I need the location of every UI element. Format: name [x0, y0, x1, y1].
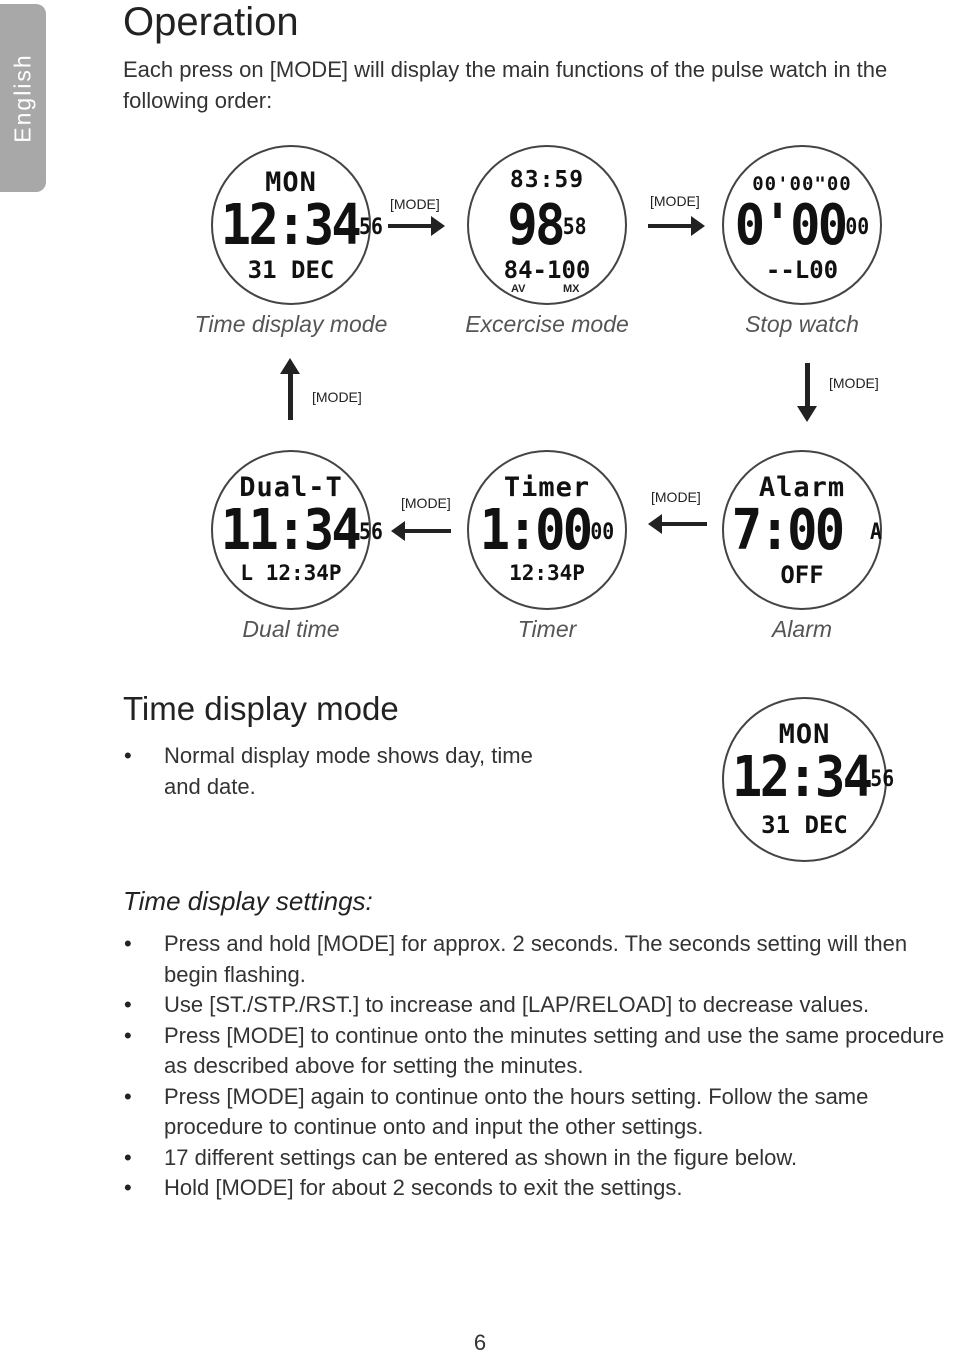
time-display-list [123, 741, 543, 802]
mode-tag-4: [MODE] [651, 489, 701, 505]
watch-stopwatch [722, 145, 882, 305]
mode-tag-1: [MODE] [390, 196, 440, 212]
arrow-left-icon [660, 522, 707, 526]
watch-dual-time [211, 450, 383, 610]
watch-heart-rate: 9858 [507, 193, 587, 258]
mode-tag-3: [MODE] [401, 495, 451, 511]
watch-timer-label: Timer [503, 472, 591, 503]
watch-time-display [211, 145, 383, 305]
watch-dual-local: L 12:34P [240, 561, 342, 585]
label-timer: Timer [517, 616, 577, 642]
list-item: • Hold [MODE] for about 2 seconds to exit the settings. [123, 1173, 960, 1204]
label-dual-time: Dual time [242, 616, 340, 642]
intro-paragraph: Each press on [MODE] will display the main functions of the pulse watch in the following order: [123, 57, 888, 113]
arrow-down-icon [805, 363, 810, 408]
watch-stopwatch-time: 0'0000 [734, 193, 870, 258]
list-item: • Press [MODE] again to continue onto the hours setting. Follow the same procedure to continue onto and input the other settings. [123, 1082, 960, 1143]
language-tab [0, 4, 46, 192]
mode-tag-down: [MODE] [829, 375, 879, 391]
mode-tag-up: [MODE] [312, 389, 362, 405]
watch-timer [467, 450, 627, 610]
watch-detail [722, 697, 895, 862]
section-heading-settings: Time display settings: [123, 886, 373, 916]
section-heading-time-display: Time display mode [123, 690, 399, 727]
watch-time: 12:3456 [732, 745, 895, 810]
arrow-left-icon [403, 529, 451, 533]
watch-stopwatch-lap: --L00 [765, 256, 839, 284]
list-item: • Use [ST./STP./RST.] to increase and [LAP/RELOAD] to decrease values. [123, 990, 960, 1021]
watch-alarm-time: 7:00 A [731, 498, 882, 563]
watch-alarm-state: OFF [780, 561, 824, 589]
list-item: • Press [MODE] to continue onto the minutes setting and use the same procedure as described above for setting the minutes. [123, 1021, 960, 1082]
watch-timer-clock: 12:34P [509, 561, 585, 585]
watch-dual-time-value: 11:3456 [220, 498, 383, 563]
watch-day: MON [265, 167, 317, 198]
list-item: • Press and hold [MODE] for approx. 2 seconds. The seconds setting will then begin flashing. [123, 929, 960, 990]
watch-date: 31 DEC [761, 811, 848, 839]
watch-date: 31 DEC [247, 256, 335, 284]
label-alarm: Alarm [771, 616, 833, 642]
list-item: • 17 different settings can be entered as shown in the figure below. [123, 1143, 960, 1174]
settings-list [123, 929, 960, 1204]
arrow-right-icon [648, 224, 693, 228]
watch-mx-label: MX [563, 283, 580, 295]
arrow-up-icon [288, 372, 293, 420]
label-time-display: Time display mode [194, 311, 388, 337]
arrow-right-icon [388, 224, 433, 228]
page-title: Operation [123, 0, 299, 44]
watch-exercise [467, 145, 627, 305]
watch-exercise-time: 83:59 [509, 167, 585, 193]
mode-tag-2: [MODE] [650, 193, 700, 209]
label-exercise: Excercise mode [465, 311, 629, 337]
watch-alarm-label: Alarm [758, 472, 846, 503]
label-stopwatch: Stop watch [745, 311, 859, 337]
watch-alarm [722, 450, 882, 610]
watch-dual-label: Dual-T [239, 472, 343, 503]
language-tab-label: English [9, 53, 36, 143]
watch-timer-value: 1:0000 [479, 498, 615, 563]
watch-time: 12:3456 [220, 193, 383, 258]
watch-hr-range: 84-100 [503, 256, 591, 284]
watch-day: MON [778, 719, 831, 750]
page-number: 6 [473, 1330, 487, 1355]
list-item: • Normal display mode shows day, time and date. [123, 741, 543, 802]
watch-av-label: AV [511, 283, 526, 295]
watch-stopwatch-top: 00'00"00 [752, 173, 852, 195]
